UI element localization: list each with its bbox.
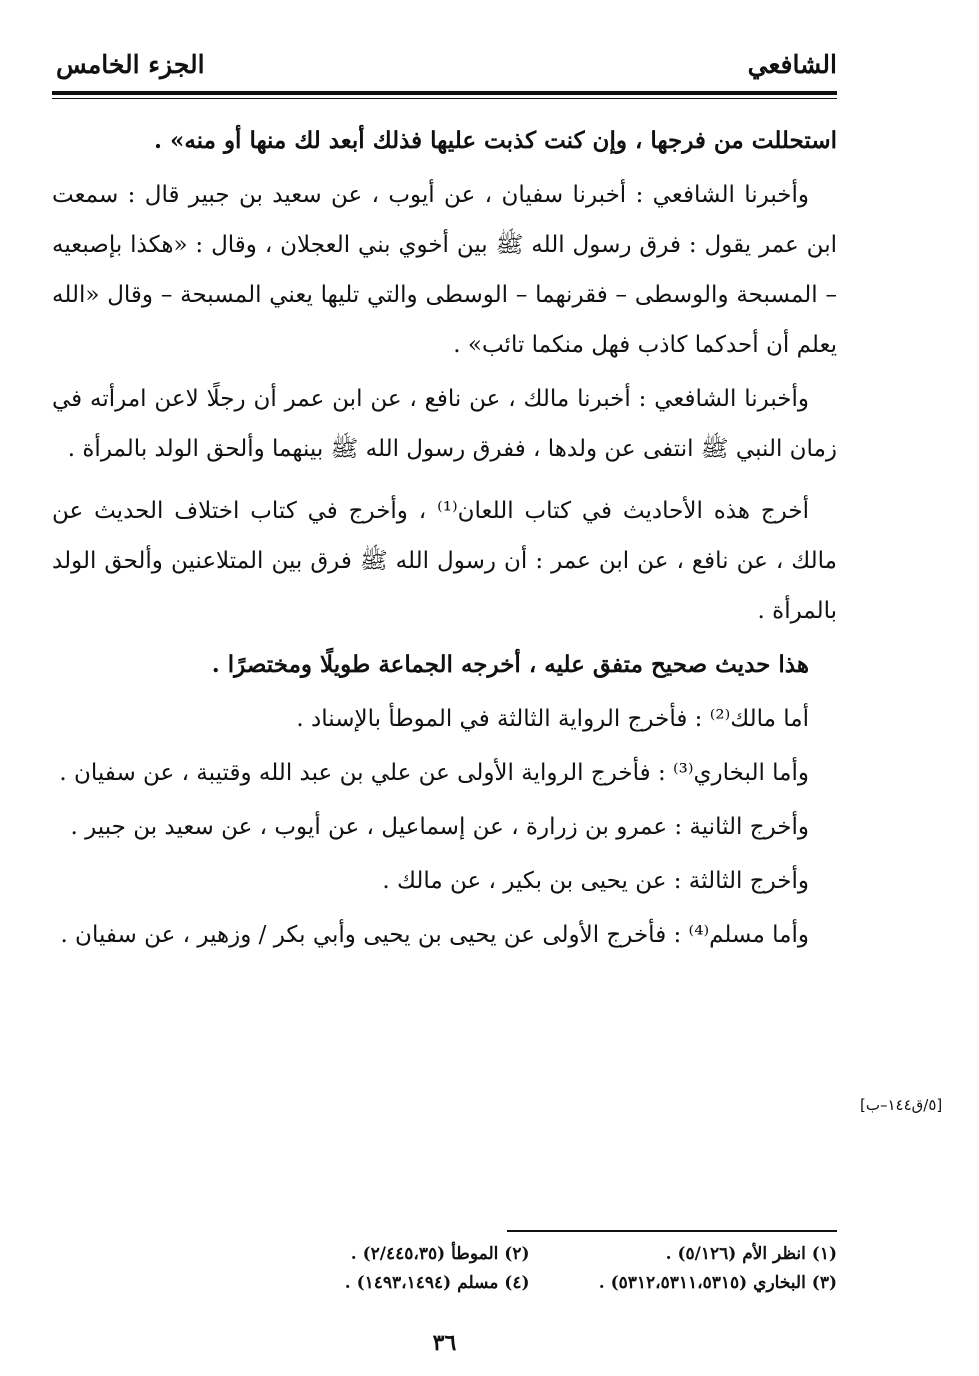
header-rule-thin xyxy=(52,98,837,99)
paragraph-1: استحللت من فرجها ، وإن كنت كذبت عليها فذلك أبعد لك منها أو منه» . xyxy=(153,127,837,154)
manuscript-margin-note: [٥/ق١٤٤–ب] xyxy=(860,1096,943,1114)
book-page xyxy=(52,44,837,1354)
paragraph-8: وأخرج الثانية : عمرو بن زرارة ، عن إسماعيل ، عن أيوب ، عن سعيد بن جبير . xyxy=(70,814,809,840)
paragraph-2: وأخبرنا الشافعي : أخبرنا سفيان ، عن أيوب ، عن سعيد بن جبير قال : سمعت ابن عمر يقول : فرق رسول الله ﷺ بين أخوي بني العجلان ، وقال : «هكذا بإصبعيه – المسبحة والوسطى – فقرنهما – الوسطى والتي تليها يعني المسبحة – وقال «الله يعلم أن أحدكما كاذب فهل منكما تائب» . xyxy=(52,182,837,358)
footnote-3: (٣) البخاري (٥٣١٢،٥٣١١،٥٣١٥) . xyxy=(598,1273,837,1293)
page-number: ٣٦ xyxy=(432,1330,457,1356)
footnote-2: (٢) الموطأ (٢/٤٤٥،٣٥) . xyxy=(350,1244,530,1264)
paragraph-5: هذا حديث صحيح متفق عليه ، أخرجه الجماعة طويلًا ومختصرًا . xyxy=(211,651,809,678)
paragraph-4: أخرج هذه الأحاديث في كتاب اللعان⁽¹⁾ ، وأخرج في كتاب اختلاف الحديث عن مالك ، عن نافع ، عن ابن عمر : أن رسول الله ﷺ فرق بين المتلاعنين وألحق الولد بالمرأة . xyxy=(52,498,837,624)
header-volume: الجزء الخامس xyxy=(56,50,205,79)
footnote-rule xyxy=(507,1230,837,1232)
footnotes xyxy=(222,1240,837,1298)
footnote-4: (٤) مسلم (١٤٩٣،١٤٩٤) . xyxy=(344,1273,530,1293)
running-header xyxy=(52,44,837,88)
main-text xyxy=(52,116,837,964)
footnote-1: (١) انظر الأم (٥/١٢٦) . xyxy=(665,1244,837,1264)
header-book-title: الشافعي xyxy=(747,50,837,79)
header-rule-thick xyxy=(52,91,837,95)
paragraph-9: وأخرج الثالثة : عن يحيى بن بكير ، عن مالك . xyxy=(382,868,809,894)
paragraph-3: وأخبرنا الشافعي : أخبرنا مالك ، عن نافع ، عن ابن عمر أن رجلًا لاعن امرأته في زمان النبي ﷺ انتفى عن ولدها ، ففرق رسول الله ﷺ بينهما وألحق الولد بالمرأة . xyxy=(52,386,837,462)
paragraph-10: وأما مسلم⁽⁴⁾ : فأخرج الأولى عن يحيى بن يحيى وأبي بكر / وزهير ، عن سفيان . xyxy=(60,922,809,948)
paragraph-6: أما مالك⁽²⁾ : فأخرج الرواية الثالثة في الموطأ بالإسناد . xyxy=(296,706,809,732)
paragraph-7: وأما البخاري⁽³⁾ : فأخرج الرواية الأولى عن علي بن عبد الله وقتيبة ، عن سفيان . xyxy=(59,760,809,786)
